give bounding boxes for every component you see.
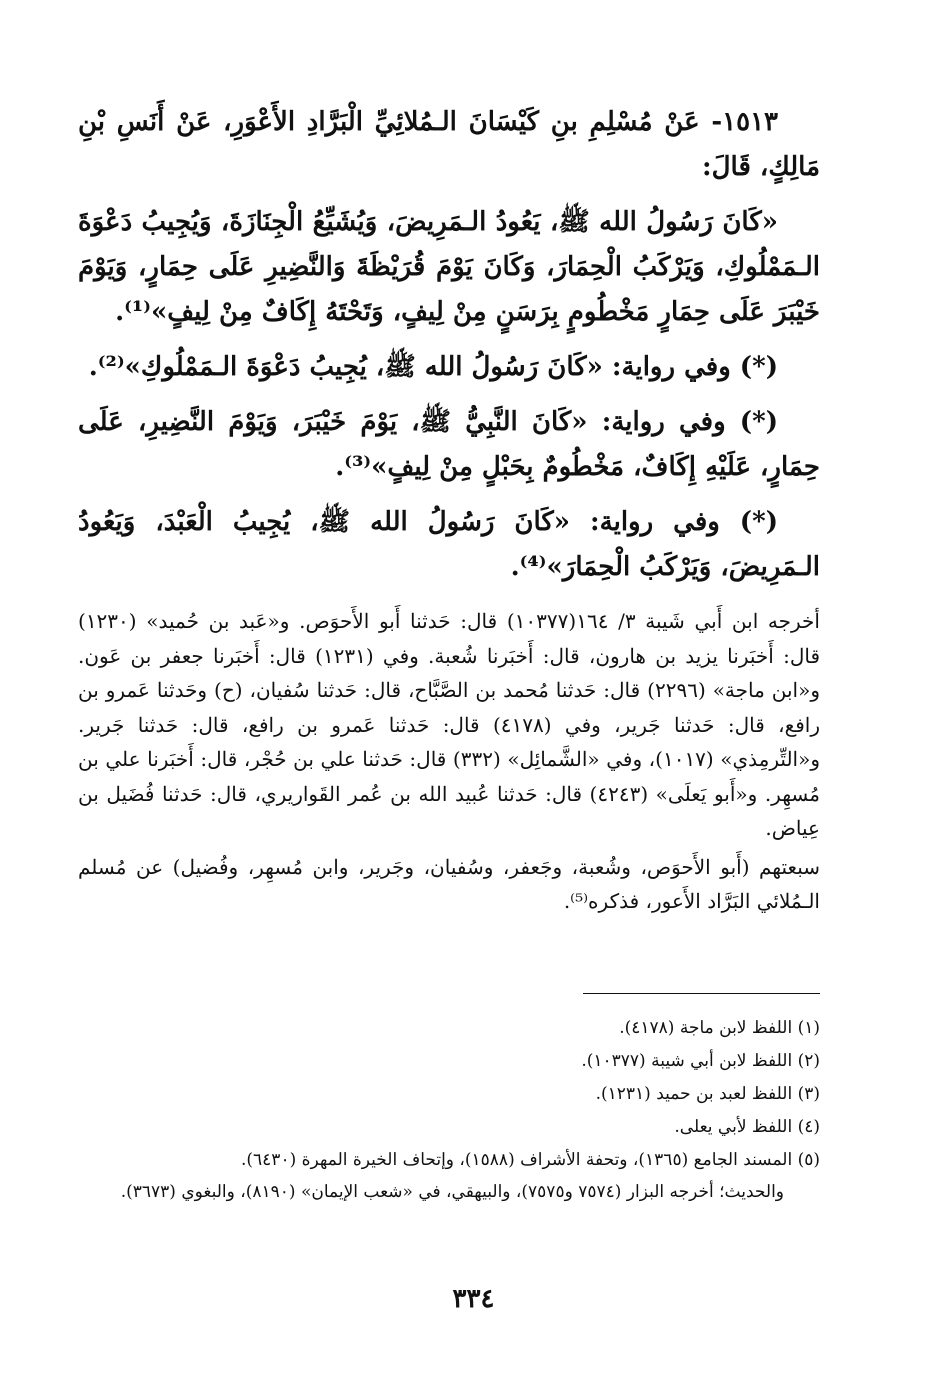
hadith-matn: «كَانَ رَسُولُ الله ﷺ، يَعُودُ الـمَرِيضَ، وَيُشَيِّعُ الْجِنَازَةَ، وَيُجِيبُ دَعْوَةَ الـمَمْلُوكِ، وَيَرْكَبُ الْحِمَارَ، وَكَانَ يَوْمَ قُرَيْظَةَ وَالنَّضِيرِ عَلَى حِمَارٍ، وَيَوْمَ خَيْبَرَ عَلَى حِمَارٍ مَخْطُومٍ بِرَسَنٍ مِنْ لِيفٍ، وَتَحْتَهُ إِكَافٌ مِنْ لِيفٍ»⁽¹⁾. (78, 207, 820, 327)
takhrij-section (78, 604, 820, 919)
takhrij-paragraph-1: أخرجه ابن أَبي شَيبة ٣/ ١٦٤(١٠٣٧٧) قال: حَدثنا أَبو الأَحوَص. و«عَبد بن حُميد» (١٢٣٠) قال: أَخبَرنا يزيد بن هارون، قال: أَخبَرنا شُعبة. وفي (١٢٣١) قال: أَخبَرنا جعفر بن عَون. و«ابن ماجة» (٢٢٩٦) قال: حَدثنا مُحمد بن الصَّبَّاح، قال: حَدثنا سُفيان، (ح) وحَدثنا عَمرو بن رافع، قال: حَدثنا جَرير، وفي (٤١٧٨) قال: حَدثنا عَمرو بن رافع، قال: حَدثنا جَرير. و«التِّرمِذي» (١٠١٧)، وفي «الشَّمائِل» (٣٣٢) قال: حَدثنا علي بن حُجْر، قال: أَخبَرنا علي بن مُسهِر. و«أَبو يَعلَى» (٤٢٤٣) قال: حَدثنا عُبيد الله بن عُمر القَواريري، قال: حَدثنا فُضَيل بن عِياض. (78, 609, 821, 840)
riwaya-1: (*) وفي رواية: «كَانَ رَسُولُ الله ﷺ، يُجِيبُ دَعْوَةَ الـمَمْلُوكِ»⁽²⁾. (88, 352, 778, 382)
footnotes (78, 1012, 820, 1208)
footnote-2: (٢) اللفظ لابن أبي شيبة (١٠٣٧٧). (581, 1051, 820, 1071)
riwaya-2: (*) وفي رواية: «كَانَ النَّبِيُّ ﷺ، يَوْمَ خَيْبَرَ، وَيَوْمَ النَّضِيرِ، عَلَى حِمَارٍ، عَلَيْهِ إِكَافٌ، مَخْطُومٌ بِحَبْلٍ مِنْ لِيفٍ»⁽³⁾. (78, 407, 820, 482)
hadith-section (78, 100, 820, 590)
footnote-1: (١) اللفظ لابن ماجة (٤١٧٨). (619, 1018, 820, 1038)
riwaya-3: (*) وفي رواية: «كَانَ رَسُولُ الله ﷺ، يُجِيبُ الْعَبْدَ، وَيَعُودُ الـمَرِيضَ، وَيَرْكَبُ الْحِمَارَ»⁽⁴⁾. (78, 507, 820, 582)
takhrij-paragraph-2: سبعتهم (أَبو الأَحوَص، وشُعبة، وجَعفر، وسُفيان، وجَرير، وابن مُسهِر، وفُضيل) عن مُسلم الـمُلائي البَرَّاد الأَعور، فذكره⁽⁵⁾. (78, 854, 820, 913)
footnote-3: (٣) اللفظ لعبد بن حميد (١٢٣١). (595, 1084, 820, 1104)
footnote-4: (٤) اللفظ لأبي يعلى. (674, 1117, 820, 1137)
page-number: ٣٣٤ (452, 1284, 495, 1314)
footnote-divider (583, 993, 820, 994)
main-text (78, 100, 820, 923)
footnote-5: (٥) المسند الجامع (١٣٦٥)، وتحفة الأشراف (١٥٨٨)، وإتحاف الخيرة المهرة (٦٤٣٠). (241, 1150, 820, 1170)
hadith-intro: ١٥١٣- عَنْ مُسْلِمِ بنِ كَيْسَانَ الـمُلائِيِّ الْبَرَّادِ الأَعْوَرِ، عَنْ أَنَسِ بْنِ مَالِكٍ، قَالَ: (78, 107, 820, 182)
footnote-5-continuation: والحديث؛ أخرجه البزار (٧٥٧٤ و٧٥٧٥)، والبيهقي، في «شعب الإيمان» (٨١٩٠)، والبغوي (٣٦٧٣). (120, 1182, 784, 1202)
